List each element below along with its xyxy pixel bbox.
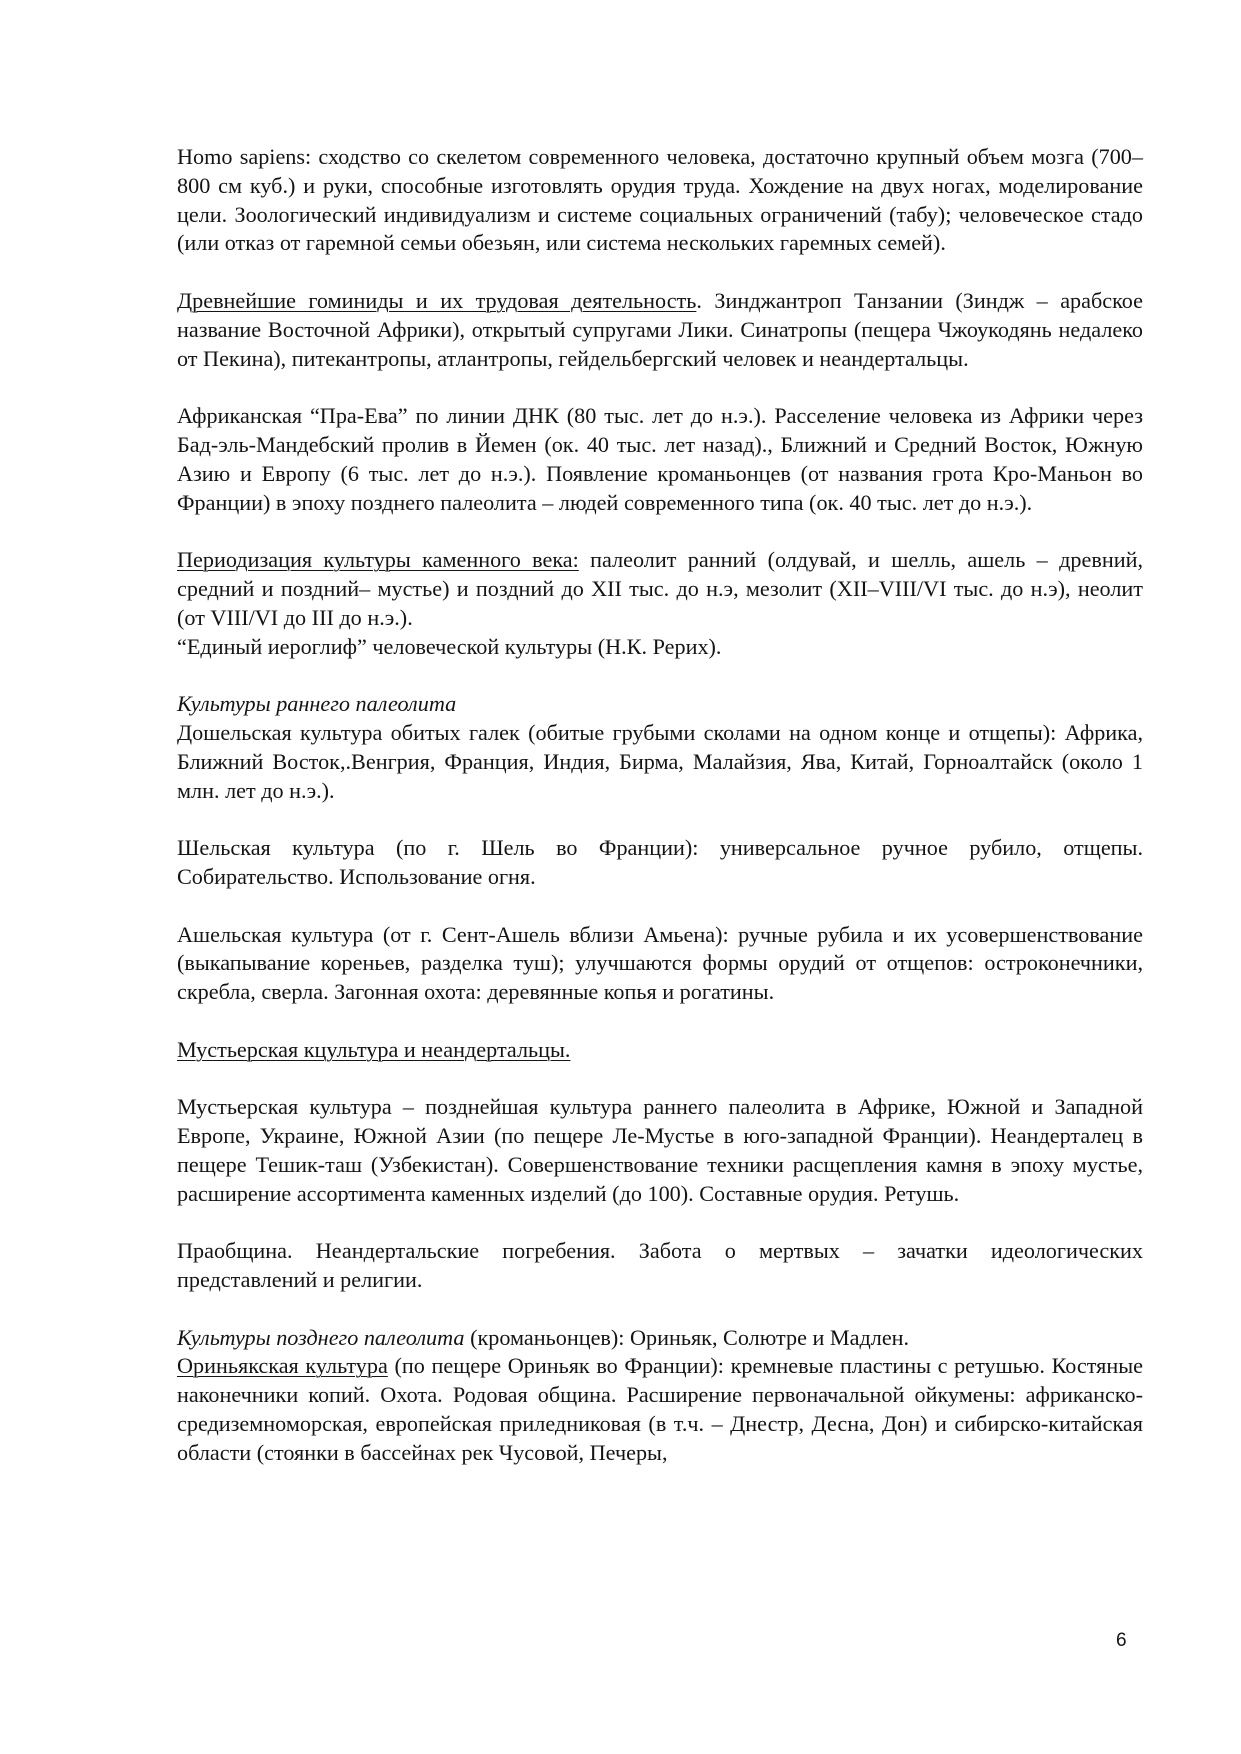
page-number: 6	[1116, 1630, 1127, 1651]
paragraph-late-paleolithic-text: (кроманьонцев): Ориньяк, Солютре и Мадлен.	[464, 1324, 910, 1350]
heading-mousterian-text: Мустьерская кцультура и неандертальцы.	[177, 1036, 571, 1062]
paragraph-mousterian-culture: Мустьерская культура – позднейшая культура раннего палеолита в Африке, Южной и Западной Европе, Украине, Южной Азии (по пещере Ле-Мустье в юго-западной Франции). Неандерталец в пещере Тешик-таш (Узбекистан). Совершенствование техники расщепления камня в эпоху мустье, расширение ассортимента каменных изделий (до 100). Составные орудия. Ретушь.	[177, 1094, 1143, 1206]
paragraph-shell-culture: Шельская культура (по г. Шель во Франции): универсальное ручное рубило, отщепы. Собирательство. Использование огня.	[177, 835, 1143, 889]
heading-aurignacian: Ориньякская культура	[177, 1353, 388, 1379]
paragraph-ancient-hominids-text: . Зинджантроп Танзании (Зиндж – арабское название Восточной Африки), открытый супругами Лики. Синатропы (пещера Чжоукодянь недалеко от Пекина), питекантропы, атлантропы, гейдельбергский человек и неандертальцы.	[177, 287, 1143, 371]
paragraph-early-paleolithic-text: Дошельская культура обитых галек (обитые грубыми сколами на одном конце и отщепы): Африка, Ближний Восток,.Венгрия, Франция, Индия, Бирма, Малайзия, Ява, Китай, Горноалтайск (около 1 млн. лет до н.э.).	[177, 719, 1143, 803]
paragraph-periodization-text: палеолит ранний (олдувай, и шелль, ашель – древний, средний и поздний– мустье) и поздний до XII тыс. до н.э, мезолит (XII–VIII/VI тыс. до н.э), неолит (от VIII/VI до III до н.э.).	[177, 547, 1143, 630]
paragraph-ancient-hominids	[177, 287, 1143, 373]
heading-early-paleolithic: Культуры раннего палеолита	[177, 691, 457, 717]
paragraph-late-paleolithic	[177, 1324, 1143, 1353]
heading-late-paleolithic: Культуры позднего палеолита	[177, 1324, 465, 1350]
document-page	[177, 143, 1143, 1468]
paragraph-pra-eva: Африканская “Пра-Ева” по линии ДНК (80 тыс. лет до н.э.). Расселение человека из Африки через Бад-эль-Мандебский пролив в Йемен (ок. 40 тыс. лет назад)., Ближний и Средний Восток, Южную Азию и Европу (6 тыс. лет до н.э.). Появление кроманьонцев (от названия грота Кро-Маньон во Франции) в эпоху позднего палеолита – людей современного типа (ок. 40 тыс. лет до н.э.).	[177, 403, 1143, 515]
heading-periodization: Периодизация культуры каменного века:	[177, 547, 579, 573]
heading-mousterian	[177, 1036, 1143, 1065]
paragraph-acheulean-culture: Ашельская культура (от г. Сент-Ашель вблизи Амьена): ручные рубила и их усовершенствование (выкапывание кореньев, разделка туш); улучшаются формы орудий от отщепов: остроконечники, скребла, сверла. Загонная охота: деревянные копья и рогатины.	[177, 921, 1143, 1005]
paragraph-unified-hieroglyph: “Единый иероглиф” человеческой культуры (Н.К. Рерих).	[177, 633, 722, 659]
paragraph-homo-sapiens: Homo sapiens: сходство со скелетом современного человека, достаточно крупный объем мозга (700–800 см куб.) и руки, способные изготовлять орудия труда. Хождение на двух ногах, моделирование цели. Зоологический индивидуализм и системе социальных ограничений (табу); человеческое стадо (или отказ от гаремной семьи обезьян, или система нескольких гаремных семей).	[177, 144, 1143, 256]
paragraph-early-paleolithic	[177, 690, 1143, 805]
paragraph-aurignacian	[177, 1352, 1143, 1467]
paragraph-aurignacian-text: (по пещере Ориньяк во Франции): кремневые пластины с ретушью. Костяные наконечники копий. Охота. Родовая община. Расширение первоначальной ойкумены: африканско-средиземноморская, европейская приледниковая (в т.ч. – Днестр, Десна, Дон) и сибирско-китайская области (стоянки в бассейнах рек Чусовой, Печеры,	[177, 1353, 1143, 1465]
paragraph-proto-community: Праобщина. Неандертальские погребения. Забота о мертвых – зачатки идеологических представлений и религии.	[177, 1238, 1143, 1293]
paragraph-periodization	[177, 546, 1143, 661]
heading-ancient-hominids: Древнейшие гоминиды и их трудовая деятельность	[177, 287, 697, 313]
